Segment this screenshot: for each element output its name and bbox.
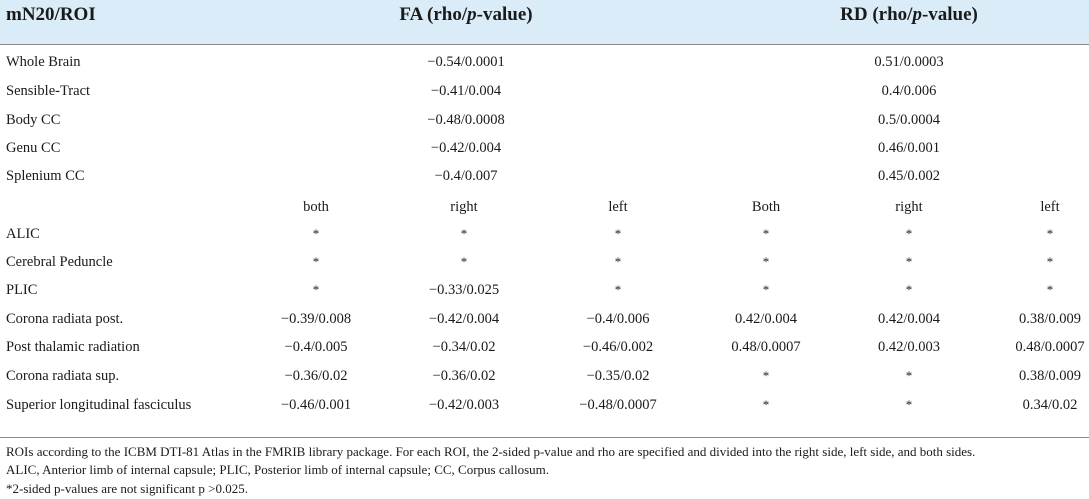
fa-left-value: −0.4/0.006 xyxy=(586,311,650,327)
rd-value: 0.4/0.006 xyxy=(881,83,937,99)
rd-both-value: * xyxy=(762,282,770,297)
rd-both-value: 0.42/0.004 xyxy=(734,311,798,327)
rd-right-value: * xyxy=(905,254,913,269)
subheader-rd-right: right xyxy=(895,199,923,215)
header-roi: mN20/ROI xyxy=(6,4,96,25)
rd-right-value: 0.42/0.003 xyxy=(877,339,941,355)
header-fa-suffix: -value) xyxy=(476,4,533,25)
fa-left-value: −0.48/0.0007 xyxy=(579,397,657,413)
rd-both-value: * xyxy=(762,397,770,412)
rd-right-value: * xyxy=(905,368,913,383)
roi-label: Genu CC xyxy=(6,140,61,156)
fa-both-value: * xyxy=(312,282,320,297)
table-row xyxy=(0,391,1089,419)
header-fa xyxy=(399,3,532,27)
subheader-rd-left: left xyxy=(1040,199,1060,215)
fa-both-value: −0.46/0.001 xyxy=(280,397,352,413)
fa-both-value: −0.36/0.02 xyxy=(284,368,348,384)
subheader-row xyxy=(0,193,1089,221)
rd-left-value: * xyxy=(1046,226,1054,241)
table-row xyxy=(0,362,1089,390)
rd-left-value: 0.38/0.009 xyxy=(1018,368,1082,384)
rd-right-value: * xyxy=(905,226,913,241)
subheader-fa-right: right xyxy=(450,199,478,215)
rd-right-value: * xyxy=(905,397,913,412)
roi-label: Body CC xyxy=(6,112,61,128)
rd-right-value: * xyxy=(905,282,913,297)
fa-left-value: −0.46/0.002 xyxy=(582,339,654,355)
roi-label: Sensible-Tract xyxy=(6,83,91,99)
roi-label: Whole Brain xyxy=(6,54,81,70)
fa-both-value: * xyxy=(312,254,320,269)
fa-right-value: −0.33/0.025 xyxy=(428,282,500,298)
fa-value: −0.54/0.0001 xyxy=(427,54,505,70)
fa-right-value: * xyxy=(460,226,468,241)
footnote-abbreviations: ALIC, Anterior limb of internal capsule; PLIC, Posterior limb of internal capsule; CC, Corpus callosum. xyxy=(6,462,550,477)
table-row xyxy=(0,48,1089,76)
rd-both-value: * xyxy=(762,254,770,269)
table-row xyxy=(0,106,1089,134)
fa-right-value: −0.42/0.004 xyxy=(428,311,500,327)
fa-value: −0.41/0.004 xyxy=(430,83,502,99)
fa-value: −0.48/0.0008 xyxy=(427,112,505,128)
roi-label: PLIC xyxy=(6,282,38,298)
fa-left-value: * xyxy=(614,254,622,269)
roi-label: Corona radiata sup. xyxy=(6,368,120,384)
table-row xyxy=(0,77,1089,105)
rd-right-value: 0.42/0.004 xyxy=(877,311,941,327)
subheader-fa-left: left xyxy=(608,199,628,215)
rd-value: 0.45/0.002 xyxy=(877,168,941,184)
roi-label: Superior longitudinal fasciculus xyxy=(6,397,192,413)
rd-both-value: * xyxy=(762,368,770,383)
fa-both-value: * xyxy=(312,226,320,241)
rd-value: 0.5/0.0004 xyxy=(877,112,941,128)
subheader-fa-both: both xyxy=(303,199,329,215)
fa-both-value: −0.39/0.008 xyxy=(280,311,352,327)
header-fa-p: p xyxy=(467,4,477,25)
table-bottom-divider xyxy=(0,437,1089,438)
fa-left-value: * xyxy=(614,226,622,241)
roi-label: ALIC xyxy=(6,226,40,242)
header-rd-suffix: -value) xyxy=(921,4,978,25)
rd-value: 0.51/0.0003 xyxy=(874,54,944,70)
table-row xyxy=(0,134,1089,162)
table-row xyxy=(0,220,1089,248)
fa-right-value: −0.42/0.003 xyxy=(428,397,500,413)
fa-left-value: * xyxy=(614,282,622,297)
rd-value: 0.46/0.001 xyxy=(877,140,941,156)
fa-right-value: * xyxy=(460,254,468,269)
rd-left-value: 0.38/0.009 xyxy=(1018,311,1082,327)
rd-left-value: 0.34/0.02 xyxy=(1022,397,1078,413)
header-divider xyxy=(0,44,1089,45)
header-rd-p: p xyxy=(912,4,922,25)
table-row xyxy=(0,276,1089,304)
fa-value: −0.42/0.004 xyxy=(430,140,502,156)
fa-value: −0.4/0.007 xyxy=(434,168,498,184)
roi-label: Cerebral Peduncle xyxy=(6,254,113,270)
fa-left-value: −0.35/0.02 xyxy=(586,368,650,384)
table-row xyxy=(0,248,1089,276)
header-fa-prefix: FA (rho/ xyxy=(399,4,468,25)
fa-right-value: −0.34/0.02 xyxy=(432,339,496,355)
rd-both-value: 0.48/0.0007 xyxy=(731,339,801,355)
rd-left-value: * xyxy=(1046,282,1054,297)
footnote-significance: *2-sided p-values are not significant p >0.025. xyxy=(6,481,248,496)
roi-label: Post thalamic radiation xyxy=(6,339,140,355)
table-row xyxy=(0,333,1089,361)
rd-left-value: 0.48/0.0007 xyxy=(1015,339,1085,355)
fa-both-value: −0.4/0.005 xyxy=(284,339,348,355)
roi-label: Splenium CC xyxy=(6,168,85,184)
rd-both-value: * xyxy=(762,226,770,241)
roi-label: Corona radiata post. xyxy=(6,311,124,327)
table-row xyxy=(0,162,1089,190)
rd-left-value: * xyxy=(1046,254,1054,269)
table-row xyxy=(0,305,1089,333)
fa-right-value: −0.36/0.02 xyxy=(432,368,496,384)
footnote-roi-source: ROIs according to the ICBM DTI-81 Atlas in the FMRIB library package. For each ROI, the 2-sided p-value and rho are specified and divided into the right side, left side, and both sides. xyxy=(6,444,976,459)
header-rd xyxy=(840,3,978,27)
header-rd-prefix: RD (rho/ xyxy=(840,4,913,25)
subheader-rd-both: Both xyxy=(751,199,781,215)
